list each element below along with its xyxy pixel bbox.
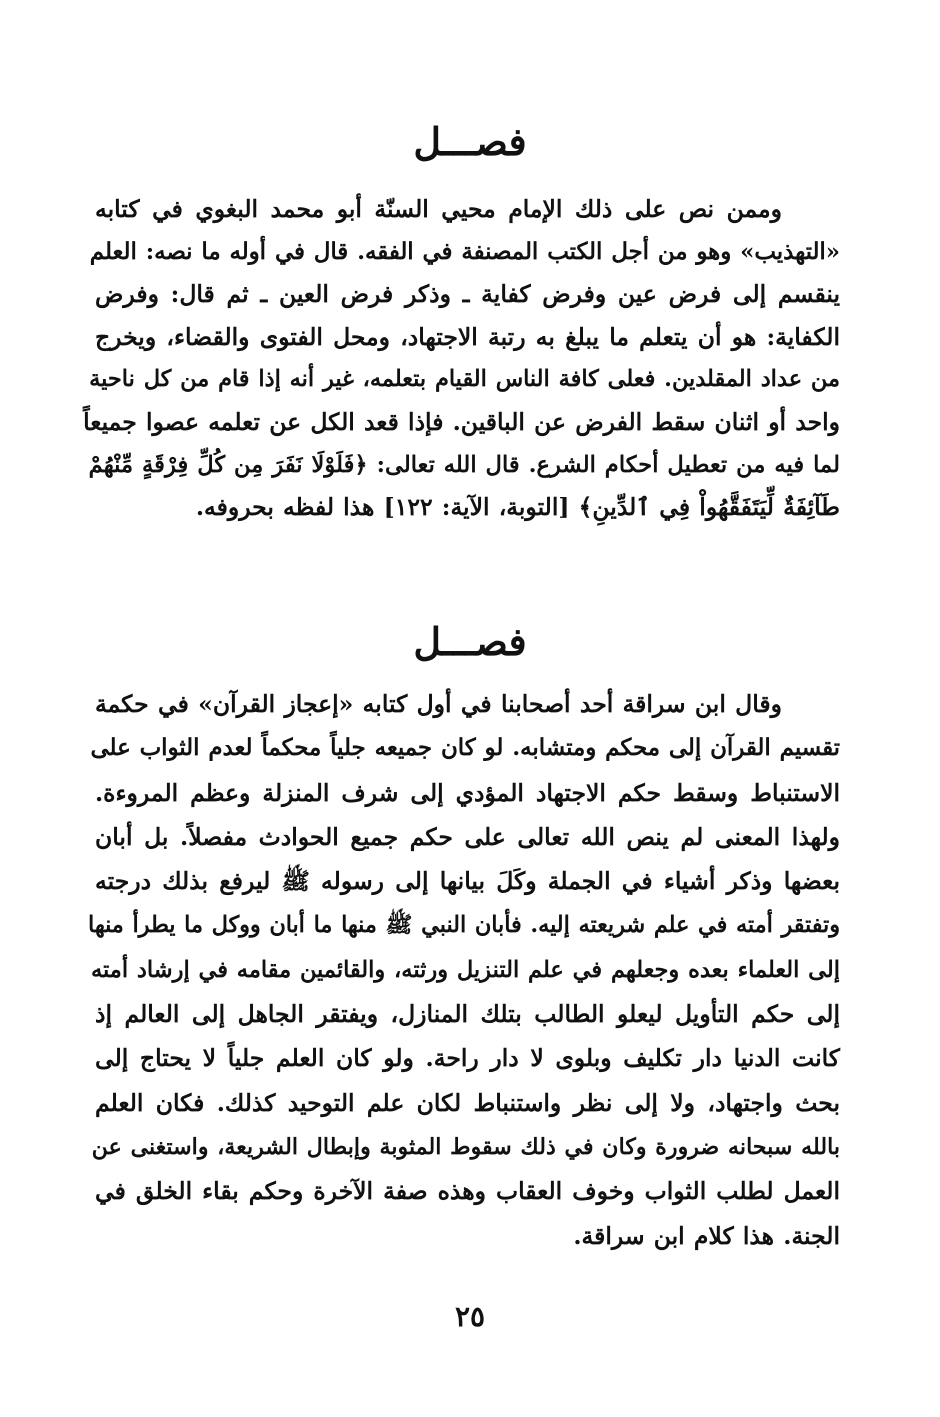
paragraph-line: الاستنباط وسقط حكم الاجتهاد المؤدي إلى شرف المنزلة وعظم المروءة. (95, 778, 840, 807)
paragraph-line: ولهذا المعنى لم ينص الله تعالى على حكم جميع الحوادث مفصلاً. بل أبان (95, 822, 840, 851)
paragraph-line: وقال ابن سراقة أحد أصحابنا في أول كتابه «إعجاز القرآن» في حكمة (95, 690, 782, 718)
paragraph-line: بالله سبحانه ضرورة وكان في ذلك سقوط المثوبة وإبطال الشريعة، واستغنى عن (91, 1133, 840, 1160)
paragraph-line-quran: لما فيه من تعطيل أحكام الشرع. قال الله تعالى: ﴿فَلَوْلَا نَفَرَ مِن كُلِّ فِرْقَةٍ مِّنْهُمْ (88, 451, 840, 478)
section-1-heading: فصـــل (413, 119, 527, 164)
section-2-paragraph (88, 682, 840, 1258)
paragraph-line-quran: طَآئِفَةٌ لِّيَتَفَقَّهُواْ فِي ٱلدِّينِ﴾ [التوبة، الآية: ١٢٢] هذا لفظه بحروفه. (195, 493, 840, 522)
paragraph-line: إلى حكم التأويل ليعلو الطالب بتلك المنازل، ويفتقر الجاهل إلى العالم إذ (95, 1000, 840, 1029)
paragraph-line: بحث واجتهاد، ولا إلى نظر واستنباط لكان علم التوحيد كذلك. فكان العلم (95, 1088, 840, 1117)
paragraph-line: واحد أو اثنان سقط الفرض عن الباقين. فإذا قعد الكل عن تعلمه عصوا جميعاً (83, 407, 840, 436)
paragraph-line: «التهذيب» وهو من أجل الكتب المصنفة في الفقه. قال في أوله ما نصه: العلم (89, 238, 840, 265)
paragraph-line: العمل لطلب الثواب وخوف العقاب وهذه صفة الآخرة وحكم بقاء الخلق في (95, 1177, 840, 1206)
paragraph-line: الجنة. هذا كلام ابن سراقة. (573, 1221, 840, 1250)
section-1-paragraph (83, 188, 840, 529)
paragraph-line: وممن نص على ذلك الإمام محيي السنّة أبو محمد البغوي في كتابه (95, 195, 782, 223)
paragraph-line: تقسيم القرآن إلى محكم ومتشابه. لو كان جميعه جلياً محكماً لعدم الثواب على (90, 735, 840, 762)
paragraph-line: ينقسم إلى فرض عين وفرض كفاية ـ وذكر فرض العين ـ ثم قال: وفرض (95, 280, 840, 309)
section-2-heading: فصـــل (413, 619, 527, 664)
paragraph-line: بعضها وذكر أشياء في الجملة وكَلَ بيانها إلى رسوله ﷺ ليرفع بذلك درجته (95, 867, 840, 896)
paragraph-line: الكفاية: هو أن يتعلم ما يبلغ به رتبة الاجتهاد، ومحل الفتوى والقضاء، ويخرج (95, 322, 840, 351)
paragraph-line: وتفتقر أمته في علم شريعته إليه. فأبان النبي ﷺ منها ما أبان ووكل ما يطرأ منها (88, 912, 840, 939)
page-number: ٢٥ (454, 1300, 486, 1333)
paragraph-line: إلى العلماء بعده وجعلهم في علم التنزيل ورثته، والقائمين مقامه في إرشاد أمته (90, 956, 840, 983)
paragraph-line: من عداد المقلدين. فعلى كافة الناس القيام بتعلمه، غير أنه إذا قام من كل ناحية (89, 366, 840, 393)
paragraph-line: كانت الدنيا دار تكليف وبلوى لا دار راحة. ولو كان العلم جلياً لا يحتاج إلى (95, 1044, 840, 1073)
